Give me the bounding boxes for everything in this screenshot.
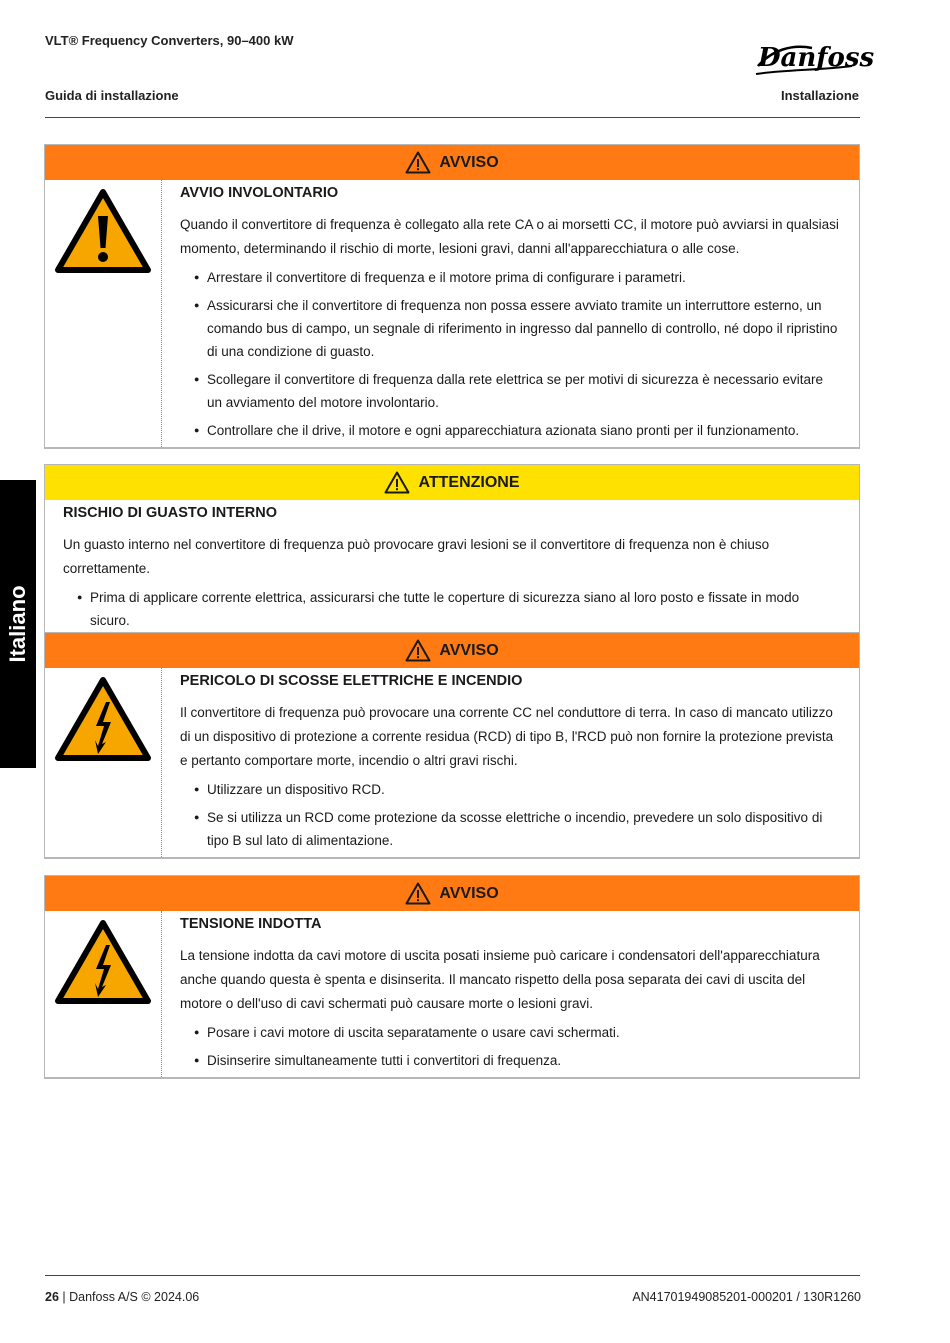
document-title: VLT® Frequency Converters, 90–400 kW [45,33,294,48]
list-item: ● Se si utilizza un RCD come protezione da scosse elettriche o incendio, prevedere un solo dispositivo di tipo B sul lato di alimentazione. [194,806,839,852]
warning-notice-induced-voltage [44,875,860,1079]
language-label: Italiano [5,585,30,663]
footer-divider [45,1275,860,1276]
footer-doc-code: AN41701949085201-000201 / 130R1260 [632,1290,861,1304]
section-name: Installazione [780,88,859,103]
footer-company: | Danfoss A/S © 2024.06 [62,1290,200,1304]
footer-left [45,1290,199,1304]
notice-paragraph: Un guasto interno nel convertitore di frequenza può provocare gravi lesioni se il convertitore di frequenza non è chiuso correttamente. [63,537,770,576]
warning-triangle-icon [405,639,431,662]
notice-title: PERICOLO DI SCOSSE ELETTRICHE E INCENDIO [180,673,523,689]
notice-title: AVVIO INVOLONTARIO [180,185,339,201]
notice-paragraph: Il convertitore di frequenza può provocare una corrente CC nel conduttore di terra. In caso di mancato utilizzo di un dispositivo di protezione a corrente residua (RCD) di tipo B, l'RCD può non fornire la protezione prevista e pertanto comportare morte, incendio o altri gravi rischi. [180,705,834,768]
danfoss-logo [752,36,875,78]
guide-name: Guida di installazione [45,88,179,103]
list-item: ● Utilizzare un dispositivo RCD. [194,778,839,801]
list-item: ● Arrestare il convertitore di frequenza e il motore prima di configurare i parametri. [194,266,839,289]
notice-level: AVVISO [439,641,499,659]
notice-header [45,465,859,500]
notice-header [45,633,859,668]
notice-title: TENSIONE INDOTTA [180,916,322,932]
warning-triangle-icon [405,151,431,174]
electric-shock-warning-icon [54,919,152,1005]
exclamation-warning-icon [54,188,152,274]
warning-notice-electric-shock-fire [44,632,860,859]
warning-triangle-icon [384,471,410,494]
electric-shock-warning-icon [54,676,152,762]
warning-triangle-icon [405,882,431,905]
list-item: ● Prima di applicare corrente elettrica, assicurarsi che tutte le coperture di sicurezza siano al loro posto e fissate in modo sicuro. [77,586,839,632]
list-item: ● Controllare che il drive, il motore e ogni apparecchiatura azionata siano pronti per il funzionamento. [194,419,839,442]
header-divider [45,117,860,118]
svg-text:Danfoss: Danfoss [758,43,875,73]
notice-paragraph: Quando il convertitore di frequenza è collegato alla rete CA o ai morsetti CC, il motore può avviarsi in qualsiasi momento, determinando il rischio di morte, lesioni gravi, danni all'apparecchiatura o alle cose. [180,217,839,256]
warning-notice-unintended-start [44,144,860,449]
language-side-tab [0,480,36,768]
notice-header [45,145,859,180]
caution-notice-internal-failure [44,464,860,639]
notice-level: AVVISO [439,153,499,171]
list-item: ● Disinserire simultaneamente tutti i convertitori di frequenza. [194,1049,839,1072]
notice-paragraph: La tensione indotta da cavi motore di uscita posati insieme può caricare i condensatori dell'apparecchiatura anche quando questa è spenta e disinserita. Il mancato rispetto della posa separata dei cavi di uscita del motore o dell'uso di cavi schermati può causare morte o lesioni gravi. [180,948,820,1011]
notice-level: AVVISO [439,884,499,902]
page-number: 26 [45,1290,59,1304]
notice-level: ATTENZIONE [418,473,520,491]
notice-header [45,876,859,911]
list-item: ● Posare i cavi motore di uscita separatamente o usare cavi schermati. [194,1021,839,1044]
notice-title: RISCHIO DI GUASTO INTERNO [63,505,278,521]
list-item: ● Scollegare il convertitore di frequenza dalla rete elettrica se per motivi di sicurezza è necessario evitare un avviamento del motore involontario. [194,368,839,414]
list-item: ● Assicurarsi che il convertitore di frequenza non possa essere avviato tramite un interruttore esterno, un comando bus di campo, un segnale di riferimento in ingresso dal pannello di controllo, né dopo il ripristino di una condizione di guasto. [194,294,839,363]
